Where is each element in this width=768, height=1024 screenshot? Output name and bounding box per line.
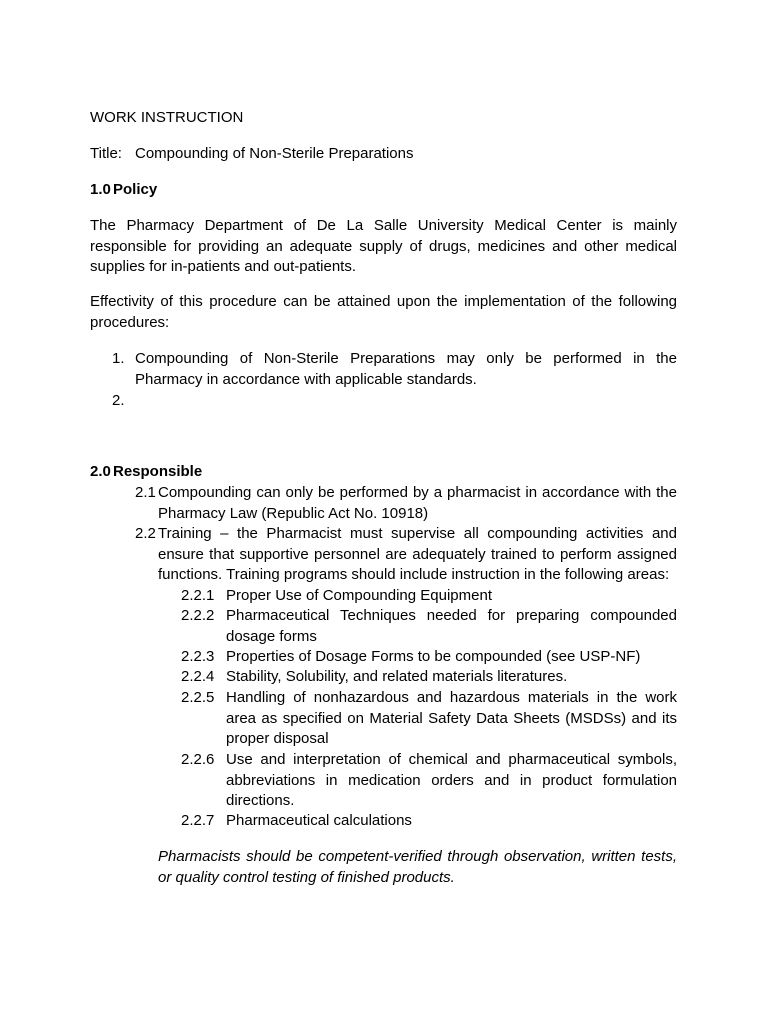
- section-2-heading: [90, 462, 202, 483]
- item-text: Training – the Pharmacist must supervise all compounding activities and ensure that supportive personnel are adequately trained to perform assigned functions. Training programs should include instruction in the following areas:: [158, 525, 677, 583]
- list-item-text: [135, 391, 677, 412]
- policy-paragraph-1: The Pharmacy Department of De La Salle University Medical Center is mainly responsible for providing an adequate supply of drugs, medicines and other medical supplies for in-patients and out-patients.: [90, 217, 677, 275]
- section-1-heading: [90, 180, 157, 201]
- subitem-text: Properties of Dosage Forms to be compounded (see USP-NF): [226, 648, 641, 665]
- policy-list-item: [112, 391, 677, 412]
- subitem-number: 2.2.4: [181, 668, 215, 685]
- competency-note: Pharmacists should be competent-verified through observation, written tests, or quality control testing of finished products.: [158, 848, 677, 886]
- subitem-number: 2.2.3: [181, 648, 215, 665]
- subitem-number: 2.2.2: [181, 607, 215, 624]
- subitem-text: Stability, Solubility, and related materials literatures.: [226, 668, 568, 685]
- training-area-item: [181, 667, 677, 688]
- item-text: Compounding can only be performed by a pharmacist in accordance with the Pharmacy Law (Republic Act No. 10918): [158, 484, 677, 522]
- section-1-label: Policy: [113, 181, 158, 198]
- list-item-number: 2.: [112, 392, 125, 409]
- subitem-number: 2.2.6: [181, 751, 215, 768]
- subitem-text: Handling of nonhazardous and hazardous materials in the work area as specified on Material Safety Data Sheets (MSDSs) and its proper disposal: [226, 689, 677, 747]
- section-2-number: 2.0: [90, 463, 111, 480]
- policy-paragraph-2: Effectivity of this procedure can be attained upon the implementation of the following procedures:: [90, 293, 677, 331]
- item-number: 2.2: [135, 525, 156, 542]
- training-area-item: [181, 586, 677, 607]
- item-number: 2.1: [135, 484, 156, 501]
- training-area-item: [181, 811, 677, 832]
- list-item-number: 1.: [112, 350, 125, 367]
- section-1-number: 1.0: [90, 181, 111, 198]
- policy-list-item: [112, 349, 677, 390]
- subitem-text: Pharmaceutical Techniques needed for preparing compounded dosage forms: [226, 607, 677, 645]
- subitem-text: Proper Use of Compounding Equipment: [226, 587, 492, 604]
- section-2-label: Responsible: [113, 463, 203, 480]
- document-heading: WORK INSTRUCTION: [90, 109, 244, 126]
- responsibility-item: [135, 483, 677, 524]
- training-area-item: [181, 750, 677, 812]
- subitem-text: Use and interpretation of chemical and pharmaceutical symbols, abbreviations in medication orders and in product formulation directions.: [226, 751, 677, 809]
- training-area-item: [181, 606, 677, 647]
- subitem-text: Pharmaceutical calculations: [226, 812, 412, 829]
- training-area-item: [181, 688, 677, 750]
- responsibility-item: [135, 524, 677, 586]
- subitem-number: 2.2.5: [181, 689, 215, 706]
- title-text: Compounding of Non-Sterile Preparations: [135, 145, 414, 162]
- training-area-item: [181, 647, 677, 668]
- title-label: Title:: [90, 145, 122, 162]
- list-item-text: Compounding of Non-Sterile Preparations may only be performed in the Pharmacy in accordance with applicable standards.: [135, 350, 677, 388]
- document-title: [90, 144, 414, 165]
- subitem-number: 2.2.7: [181, 812, 215, 829]
- subitem-number: 2.2.1: [181, 587, 215, 604]
